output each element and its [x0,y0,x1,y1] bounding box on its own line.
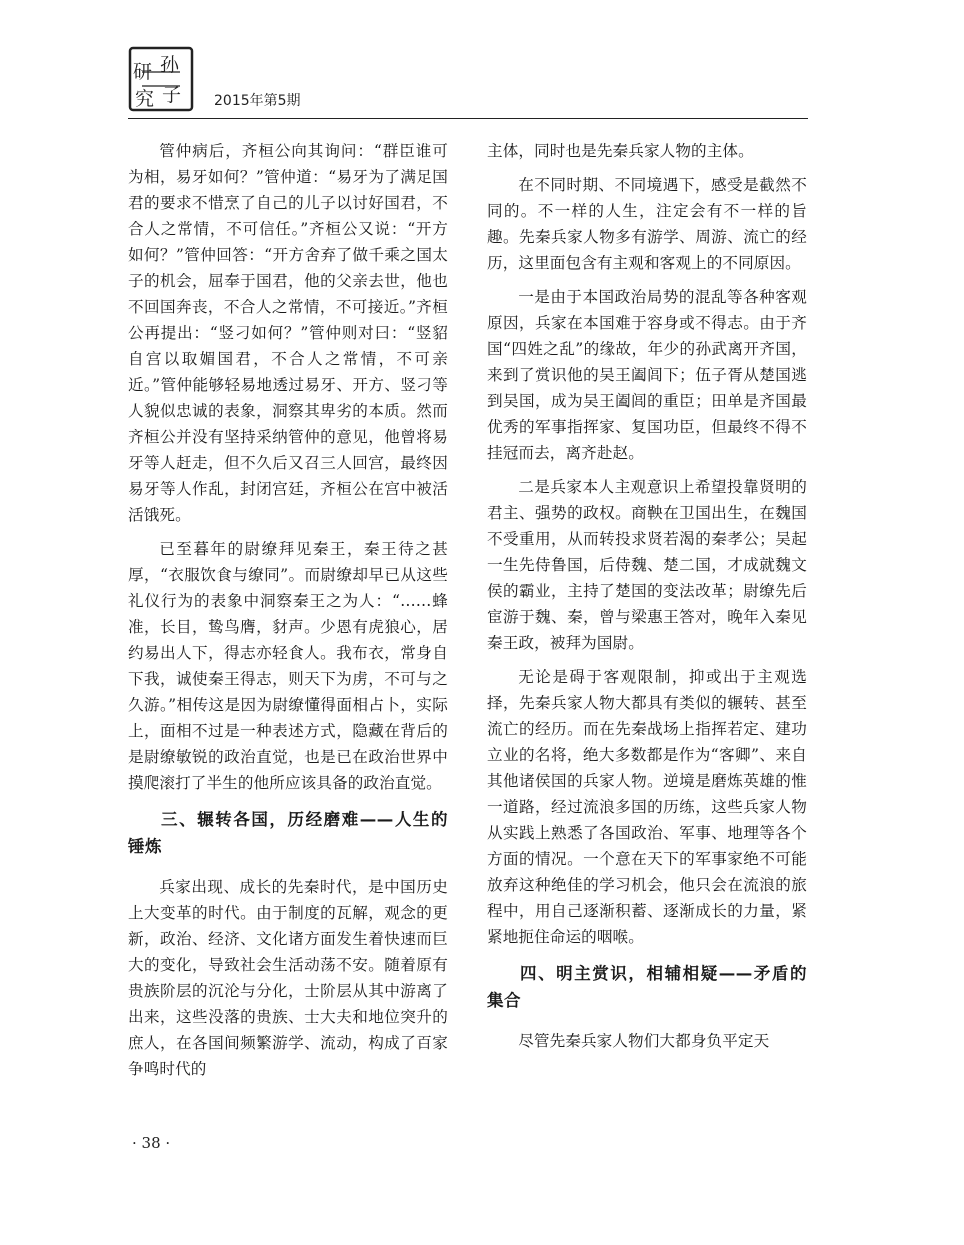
left-column [128,138,448,1090]
paragraph: 一是由于本国政治局势的混乱等各种客观原因，兵家在本国难于容身或不得志。由于齐国“四姓之乱”的缘故，年少的孙武离开齐国，来到了赏识他的吴王阖闾下；伍子胥从楚国逃到吴国，成为吴王阖闾的重臣；田单是齐国最优秀的军事指挥家、复国功臣，但最终不得不挂冠而去，离齐赴赵。 [487,288,807,462]
paragraph: 在不同时期、不同境遇下，感受是截然不同的。不一样的人生，注定会有不一样的旨趣。先秦兵家人物多有游学、周游、流亡的经历，这里面包含有主观和客观上的不同原因。 [487,176,807,272]
paragraph: 无论是碍于客观限制，抑或出于主观选择，先秦兵家人物大都具有类似的辗转、甚至流亡的经历。而在先秦战场上指挥若定、建功立业的名将，绝大多数都是作为“客卿”、来自其他诸侯国的兵家人物。逆境是磨炼英雄的惟一道路，经过流浪多国的历练，这些兵家人物从实践上熟悉了各国政治、军事、地理等各个方面的情况。一个意在天下的军事家绝不可能放弃这种绝佳的学习机会，他只会在流浪的旅程中，用自己逐渐积蓄、逐渐成长的力量，紧紧地扼住命运的咽喉。 [487,668,807,946]
svg-text:究: 究 [135,88,155,110]
paragraph: 兵家出现、成长的先秦时代，是中国历史上大变革的时代。由于制度的瓦解，观念的更新，政治、经济、文化诸方面发生着快速而巨大的变化，导致社会生活动荡不安。随着原有贵族阶层的沉沦与分化，士阶层从其中游离了出来，这些没落的贵族、士大夫和地位突升的庶人，在各国间频繁游学、流动，构成了百家争鸣时代的 [128,878,448,1078]
page-number: · 38 · [132,1134,171,1152]
section-heading-4: 四、明主赏识，相辅相疑——矛盾的集合 [487,964,807,1010]
paragraph: 管仲病后，齐桓公向其询问：“群臣谁可为相，易牙如何？”管仲道：“易牙为了满足国君的要求不惜烹了自己的儿子以讨好国君，不合人之常情，不可信任。”齐桓公又说：“开方如何？”管仲回答：“开方舍弃了做千乘之国太子的机会，屈奉于国君，他的父亲去世，他也不回国奔丧，不合人之常情，不可接近。”齐桓公再提出：“竖刁如何？”管仲则对曰：“竖貂自宫以取媚国君，不合人之常情，不可亲近。”管仲能够轻易地透过易牙、开方、竖刁等人貌似忠诚的表象，洞察其卑劣的本质。然而齐桓公并没有坚持采纳管仲的意见，他曾将易牙等人赶走，但不久后又召三人回宫，最终因易牙等人作乱，封闭宫廷，齐桓公在宫中被活活饿死。 [128,142,448,524]
svg-text:研: 研 [133,61,153,83]
issue-label: 2015年第5期 [214,93,301,109]
paragraph: 二是兵家本人主观意识上希望投靠贤明的君主、强势的政权。商鞅在卫国出生，在魏国不受重用，从而转投求贤若渴的秦孝公；吴起一生先侍鲁国，后侍魏、楚二国，才成就魏文侯的霸业，主持了楚国的变法改革；尉缭先后宦游于魏、秦，曾与梁惠王答对，晚年入秦见秦王政，被拜为国尉。 [487,478,807,652]
journal-logo [128,46,194,112]
paragraph: 已至暮年的尉缭拜见秦王，秦王待之甚厚，“衣服饮食与缭同”。而尉缭却早已从这些礼仪行为的表象中洞察秦王之为人：“……蜂准，长目，鸷鸟膺，豺声。少恩有虎狼心，居约易出人下，得志亦轻食人。我布衣，常身自下我，诚使秦王得志，则天下为虏，不可与之久游。”相传这是因为尉缭懂得面相占卜，实际上，面相不过是一种表述方式，隐藏在背后的是尉缭敏锐的政治直觉，也是已在政治世界中摸爬滚打了半生的他所应该具备的政治直觉。 [128,540,448,792]
svg-text:孙: 孙 [160,54,180,76]
right-column [487,138,807,1062]
paragraph: 尽管先秦兵家人物们大都身负平定天 [518,1032,770,1050]
section-heading-3: 三、辗转各国，历经磨难——人生的锤炼 [128,810,448,856]
header-rule [128,118,808,119]
paragraph-continued: 主体，同时也是先秦兵家人物的主体。 [487,142,754,160]
svg-text:子: 子 [162,84,182,106]
page-header [128,46,808,118]
